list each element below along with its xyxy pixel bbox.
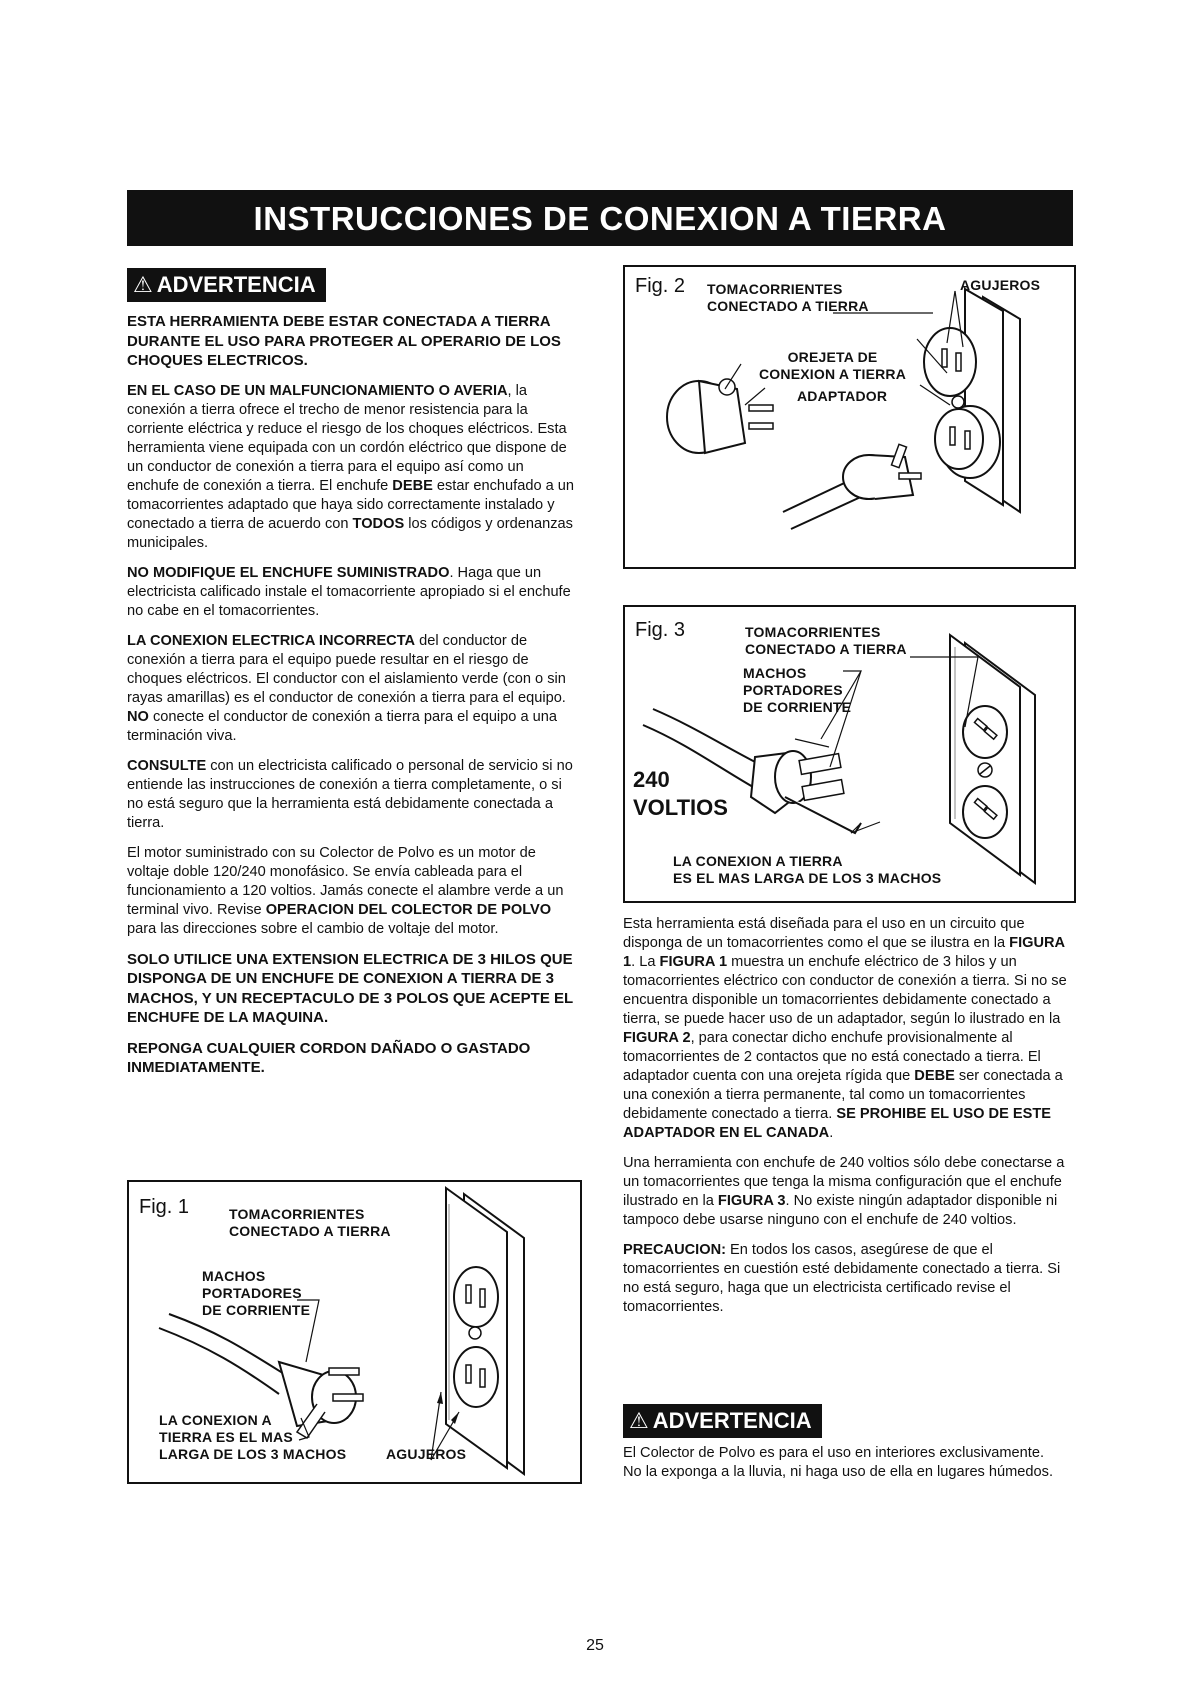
paragraph-circuit: Esta herramienta está diseñada para el uso en un circuito que disponga de un tomacorrientes como el que se ilustra en la FIGURA 1. La FIGURA 1 muestra un enchufe eléctrico de 3 hilos y un tomacorrientes eléctrico con conductor de conexión a tierra. Si no se encuentra disponible un tomacorrientes debidamente conectado a tierra, se puede hacer uso de un adaptador, según lo ilustrado en la FIGURA 2, para conectar dicho enchufe provisionalmente al tomacorrientes de 2 contactos que no está conectado a tierra. El adaptador cuenta con una orejeta rígida que DEBE ser conectada a una conexión a tierra permanente, tal como un tomacorrientes debidamente conectado a tierra. SE PROHIBE EL USO DE ESTE ADAPTADOR EN EL CANADA. <box>623 916 1067 1141</box>
left-column <box>127 312 577 1089</box>
fig1-ground-label: LA CONEXION A TIERRA ES EL MAS LARGA DE LOS 3 MACHOS <box>159 1412 347 1462</box>
fig3-volts-word: VOLTIOS <box>633 795 728 820</box>
fig1-holes-label: AGUJEROS <box>386 1446 467 1462</box>
fig1-prongs-label: MACHOS PORTADORES DE CORRIENTE <box>202 1268 311 1318</box>
fig2-outlets-label: TOMACORRIENTES CONECTADO A TIERRA <box>707 281 869 314</box>
warning-text-left: ESTA HERRAMIENTA DEBE ESTAR CONECTADA A TIERRA DURANTE EL USO PARA PROTEGER AL OPERARIO DE LOS CHOQUES ELECTRICOS. <box>127 313 561 369</box>
paragraph-replace-cord: REPONGA CUALQUIER CORDON DAÑADO O GASTADO INMEDIATAMENTE. <box>127 1039 531 1076</box>
fig3-ground-label: LA CONEXION A TIERRA ES EL MAS LARGA DE LOS 3 MACHOS <box>673 853 942 886</box>
warning-label: ADVERTENCIA <box>156 272 316 297</box>
fig1-outlets-label: TOMACORRIENTES CONECTADO A TIERRA <box>229 1206 391 1239</box>
paragraph-240-volts: Una herramienta con enchufe de 240 voltios sólo debe conectarse a un tomacorrientes que tenga la misma configuración que el enchufe ilustrado en la FIGURA 3. No existe ningún adaptador disponible ni tampoco debe usarse ninguno con el enchufe de 240 voltios. <box>623 1155 1065 1228</box>
warning-triangle-icon: ⚠ <box>629 1408 649 1433</box>
right-column <box>623 915 1071 1328</box>
paragraph-malfunction: EN EL CASO DE UN MALFUNCIONAMIENTO O AVERIA, la conexión a tierra ofrece el trecho de menor resistencia para la corriente eléctrica y reduce el riesgo de los choques eléctricos. Esta herramienta viene equipada con un cordón eléctrico que dispone de un conductor de conexión a tierra para el equipo así como un enchufe de conexión a tierra. El enchufe DEBE estar enchufado a un tomacorrientes adaptado que haya sido correctamente instalado y conectado a tierra de acuerdo con TODOS los códigos y ordenanzas municipales. <box>127 382 575 551</box>
warning-badge-right <box>623 1404 822 1438</box>
fig3-outlets-label: TOMACORRIENTES CONECTADO A TIERRA <box>745 624 907 657</box>
fig3-volts-number: 240 <box>633 767 670 792</box>
fig3-label: Fig. 3 <box>635 619 686 641</box>
fig2-adapter-label: ADAPTADOR <box>797 388 888 404</box>
paragraph-extension-cord: SOLO UTILICE UNA EXTENSION ELECTRICA DE 3 HILOS QUE DISPONGA DE UN ENCHUFE DE CONEXION A TIERRA DE 3 MACHOS, Y UN RECEPTACULO DE 3 POLOS QUE ACEPTE EL ENCHUFE DE LA MAQUINA. <box>127 950 573 1026</box>
page-number: 25 <box>586 1637 604 1654</box>
fig2-label: Fig. 2 <box>635 275 686 297</box>
warning-triangle-icon: ⚠ <box>133 272 153 297</box>
paragraph-caution: PRECAUCION: En todos los casos, asegúrese de que el tomacorrientes en cuestión esté debidamente conectado a tierra. Si no está seguro, haga que un electricista certificado revise el tomacorrientes. <box>623 1242 1061 1315</box>
paragraph-lead: EN EL CASO DE UN MALFUNCIONAMIENTO O AVERIA <box>127 382 508 399</box>
warning-label: ADVERTENCIA <box>652 1408 812 1433</box>
warning-text-right: El Colector de Polvo es para el uso en interiores exclusivamente. No la exponga a la lluvia, ni haga uso de ella en lugares húmedos. <box>623 1445 1053 1480</box>
fig2-holes-label: AGUJEROS <box>960 277 1041 293</box>
fig1-label: Fig. 1 <box>139 1196 190 1218</box>
paragraph-motor: El motor suministrado con su Colector de Polvo es un motor de voltaje doble 120/240 monofásico. Se envía cableada para el funcionamiento a 120 voltios. Jamás conecte el alambre verde a un terminal vivo. Revise OPERACION DEL COLECTOR DE POLVO para las direcciones sobre el cambio de voltaje del motor. <box>127 844 564 937</box>
figure-1 <box>127 1180 582 1484</box>
paragraph-consult: CONSULTE con un electricista calificado o personal de servicio si no entiende las instrucciones de conexión a tierra completamente, o si no está seguro que la herramienta está debidamente conectada a tierra. <box>127 757 573 831</box>
paragraph-incorrect-connection: LA CONEXION ELECTRICA INCORRECTA del conductor de conexión a tierra para el equipo puede resultar en el riesgo de choques eléctricos. El conductor con el aislamiento verde (con o sin rayas amarillas) es el conductor de conexión a tierra para el equipo. NO conecte el conductor de conexión a tierra para el equipo a una terminación viva. <box>127 632 566 744</box>
fig3-prongs-label: MACHOS PORTADORES DE CORRIENTE <box>743 665 852 715</box>
paragraph-no-modify: NO MODIFIQUE EL ENCHUFE SUMINISTRADO. Haga que un electricista calificado instale el tomacorriente apropiado si el enchufe no cabe en el tomacorrientes. <box>127 564 571 619</box>
page-title: INSTRUCCIONES DE CONEXION A TIERRA <box>127 190 1073 246</box>
fig2-lug-label: OREJETA DE CONEXION A TIERRA <box>759 349 907 382</box>
figure-2 <box>623 265 1076 569</box>
figure-3 <box>623 605 1076 903</box>
warning-badge-left <box>127 268 326 302</box>
